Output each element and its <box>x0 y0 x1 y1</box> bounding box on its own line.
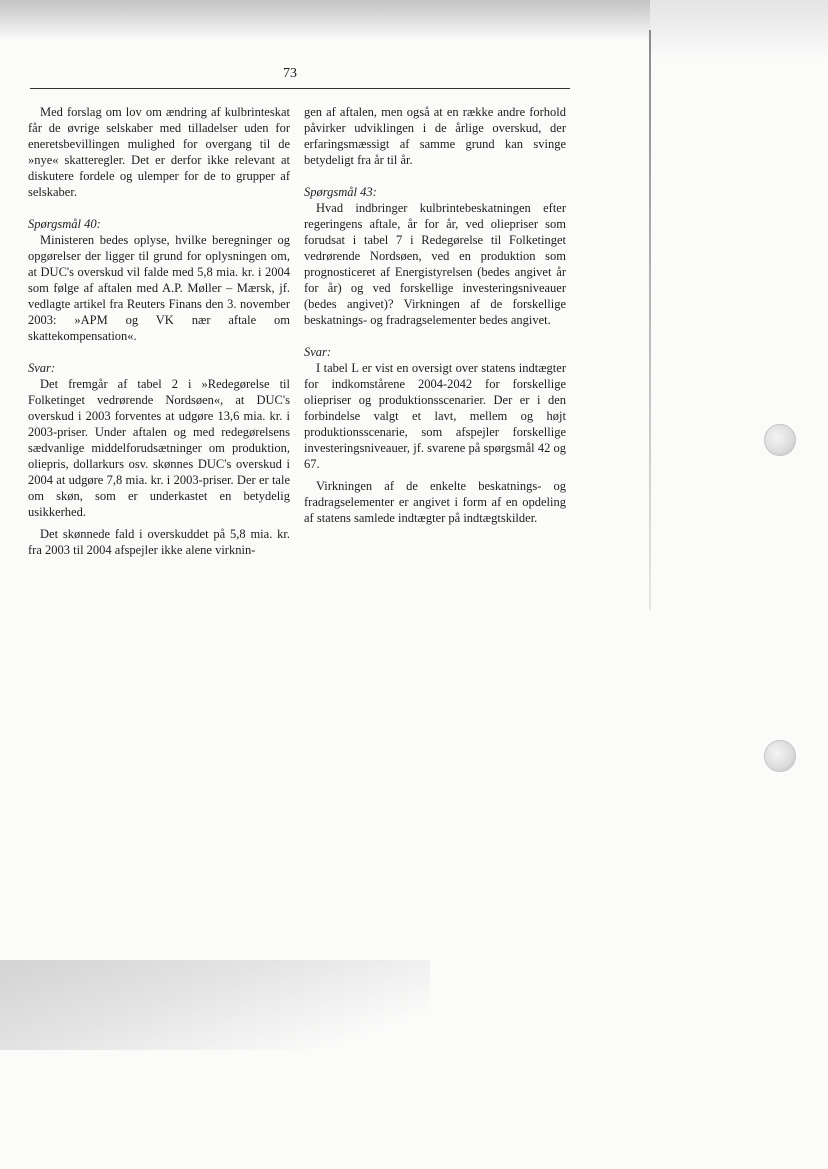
right-column <box>304 104 566 526</box>
scan-shadow-top-right <box>650 0 828 60</box>
answer-40-heading: Svar: <box>28 361 56 375</box>
answer-40-paragraph-2: Det skønnede fald i overskuddet på 5,8 mia. kr. fra 2003 til 2004 afspejler ikke alene virknin- <box>28 527 290 557</box>
scan-shadow-top <box>0 0 650 40</box>
answer-40-paragraph-1: Det fremgår af tabel 2 i »Redegørelse til Folketinget vedrørende Nordsøen«, at DUC's overskud i 2003 forventes at udgøre 13,6 mia. kr. i 2003-priser. Under aftalen og med redegørelsens sædvanlige middelforudsætninger om produktion, oliepris, dollarkurs osv. skønnes DUC's overskud i 2004 at udgøre 7,8 mia. kr. i 2003-priser. Der er tale om skøn, som er underkastet en betydelig usikkerhed. <box>28 377 290 519</box>
answer-43-paragraph-2: Virkningen af de enkelte beskatnings- og fradragselementer er angivet i form af en opdeling af statens samlede indtægter på indtægtskilder. <box>304 479 566 525</box>
punch-hole-icon <box>764 424 796 456</box>
header-rule <box>30 88 570 89</box>
scan-shadow-bottom <box>0 960 430 1050</box>
question-43-text: Hvad indbringer kulbrintebeskatningen efter regeringens aftale, år for år, ved oliepriser som forudsat i tabel 7 i Redegørelse til Folketinget vedrørende Nordsøen, ved en produktion som prognosticeret af Energistyrelsen (bedes angivet år for år) og ved forskellige investeringsniveauer (bedes angivet)? Virkningen af de forskellige beskatnings- og fradragselementer bedes angivet. <box>304 201 566 327</box>
answer-43-paragraph-1: I tabel L er vist en oversigt over statens indtægter for indkomstårene 2004-2042 for forskellige oliepriser og produktionsscenarier. Der er i den forbindelse valgt et lavt, mellem og højt produktionsscenarie, som afspejler forskellige investeringsniveauer, jf. svarene på spørgsmål 42 og 67. <box>304 361 566 471</box>
question-40-heading: Spørgsmål 40: <box>28 217 101 231</box>
answer-43-heading: Svar: <box>304 345 332 359</box>
answer-40-continuation: gen af aftalen, men også at en række andre forhold påvirker udviklingen i de årlige overskud, der erfaringsmæssigt af samme grund kan svinge betydeligt fra år til år. <box>304 105 566 167</box>
question-43-heading: Spørgsmål 43: <box>304 185 377 199</box>
question-40-text: Ministeren bedes oplyse, hvilke beregninger og opgørelser der ligger til grund for oplysningen om, at DUC's overskud vil falde med 5,8 mia. kr. i 2004 som følge af aftalen med A.P. Møller – Mærsk, jf. vedlagte artikel fra Reuters Finans den 3. november 2003: »APM og VK nær aftale om skattekompensation«. <box>28 233 290 343</box>
page-edge-line <box>649 30 651 610</box>
intro-paragraph: Med forslag om lov om ændring af kulbrinteskat får de øvrige selskaber med tilladelser uden for eneretsbevillingen mulighed for overgang til de »nye« skatteregler. Det er derfor ikke relevant at diskutere fordele og ulemper for de to grupper af selskaber. <box>28 105 290 199</box>
left-column <box>28 104 290 558</box>
punch-hole-icon <box>764 740 796 772</box>
page-number: 73 <box>283 66 297 81</box>
